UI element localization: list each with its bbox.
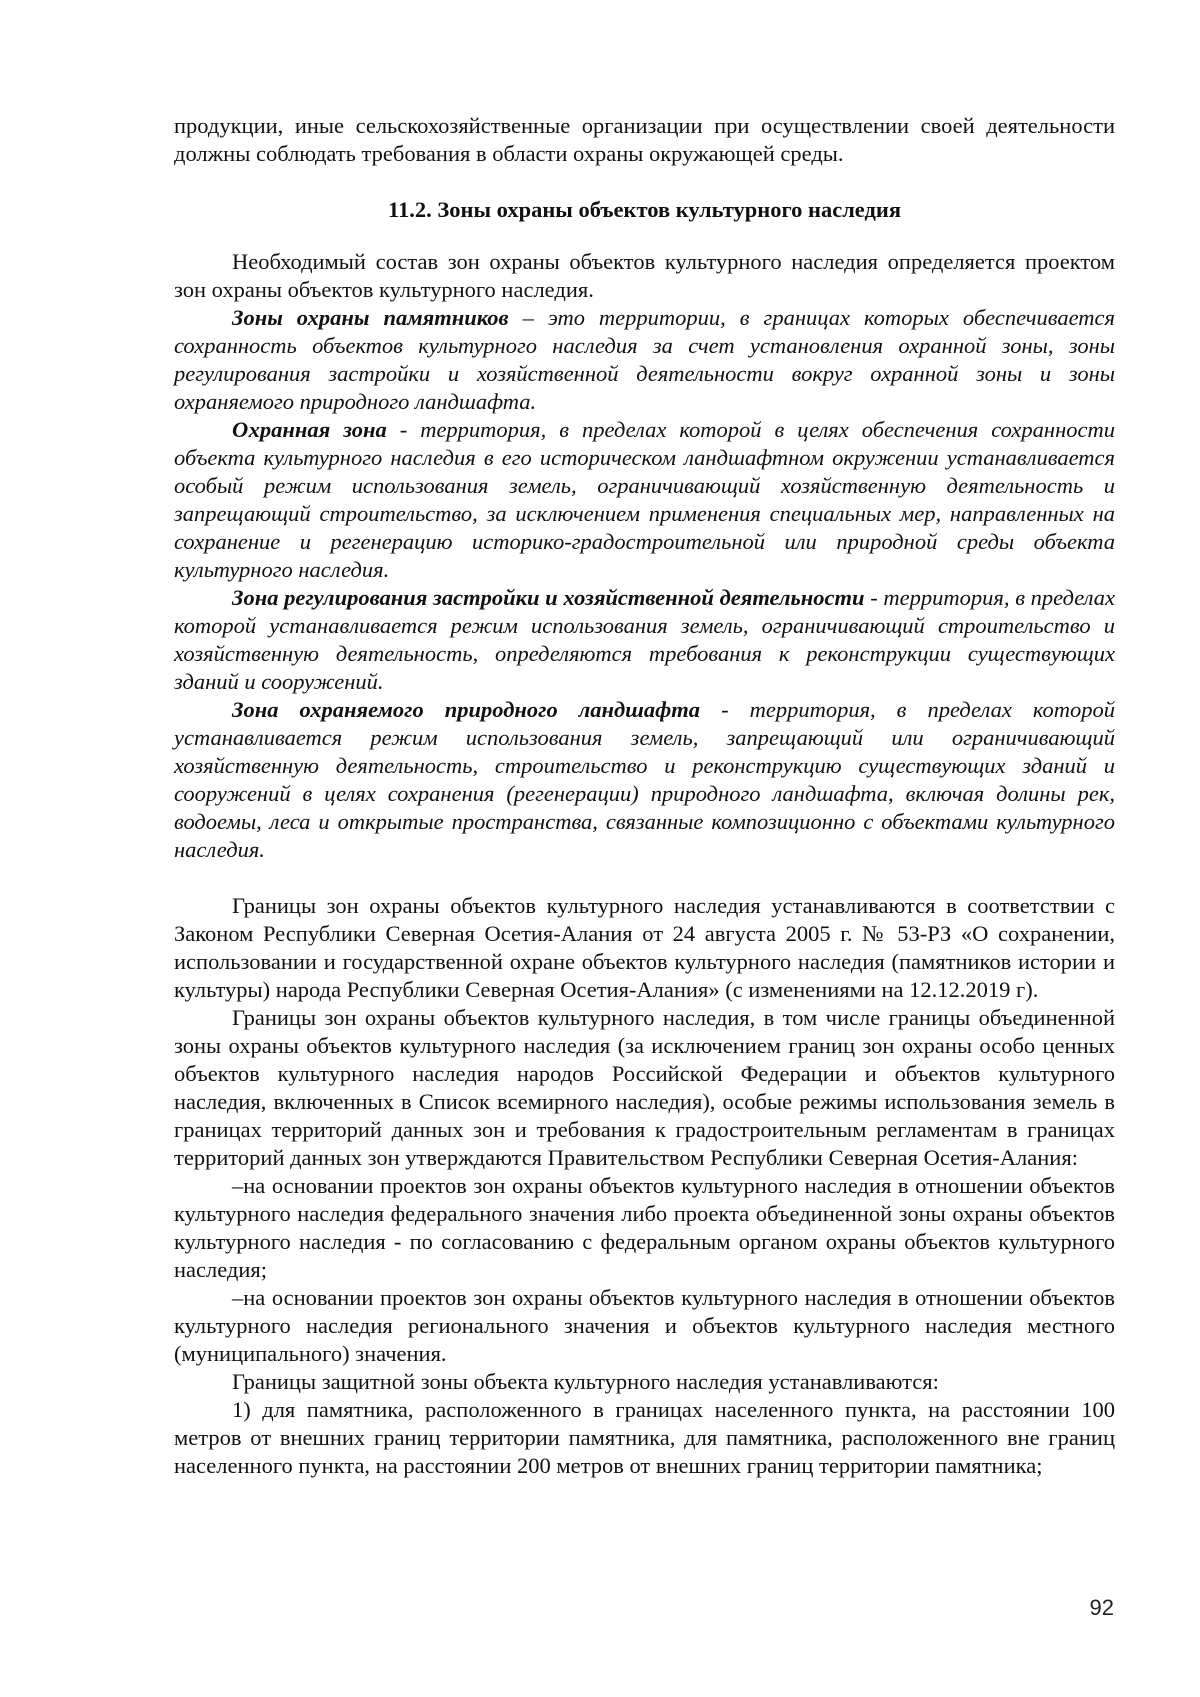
intro-paragraph: продукции, иные сельскохозяйственные организации при осуществлении своей деятельности должны соблюдать требования в области охраны окружающей среды. bbox=[174, 113, 1115, 166]
page-number: 92 bbox=[1089, 1595, 1114, 1620]
section-title: 11.2. Зоны охраны объектов культурного наследия bbox=[387, 197, 902, 222]
definition-monument-zones bbox=[174, 304, 1115, 416]
definition-text: - территория, в пределах которой устанавливается режим использования земель, ограничивающий строительство и хозяйственную деятельность, определяются требования к реконструкции существующих зданий и сооружений. bbox=[174, 585, 1115, 694]
paragraph-zone-composition: Необходимый состав зон охраны объектов культурного наследия определяется проектом зон охраны объектов культурного наследия. bbox=[174, 249, 1115, 302]
definition-term: Охранная зона bbox=[232, 417, 387, 442]
paragraph-legal-basis: Границы зон охраны объектов культурного наследия устанавливаются в соответствии с Законом Республики Северная Осетия-Алания от 24 августа 2005 г. № 53-РЗ «О сохранении, использовании и государственной охране объектов культурного наследия (памятников истории и культуры) народа Республики Северная Осетия-Алания» (с изменениями на 12.12.2019 г). bbox=[174, 893, 1115, 1002]
paragraph-boundary-approval: Границы зон охраны объектов культурного наследия, в том числе границы объединенной зоны охраны объектов культурного наследия (за исключением границ зон охраны особо ценных объектов культурного наследия народов Российской Федерации и объектов культурного наследия, включенных в Список всемирного наследия), особые режимы использования земель в границах территорий данных зон и требования к градостроительным регламентам в границах территорий данных зон утверждаются Правительством Республики Северная Осетия-Алания: bbox=[174, 1005, 1115, 1170]
definition-development-regulation-zone bbox=[174, 584, 1115, 696]
definition-text: – это территории, в границах которых обеспечивается сохранность объектов культурного наследия за счет установления охранной зоны, зоны регулирования застройки и хозяйственной деятельности вокруг охранной зоны и зоны охраняемого природного ландшафта. bbox=[174, 305, 1115, 414]
definition-text: - территория, в пределах которой в целях обеспечения сохранности объекта культурного наследия в его историческом ландшафтном окружении устанавливается особый режим использования земель, ограничивающий хозяйственную деятельность и запрещающий строительство, за исключением применения специальных мер, направленных на сохранение и регенерацию историко-градостроительной или природной среды объекта культурного наследия. bbox=[174, 417, 1115, 582]
document-page bbox=[174, 112, 1115, 1480]
list-item-federal: –на основании проектов зон охраны объектов культурного наследия в отношении объектов культурного наследия федерального значения либо проекта объединенной зоны охраны объектов культурного наследия - по согласованию с федеральным органом охраны объектов культурного наследия; bbox=[174, 1173, 1115, 1282]
definition-text: - территория, в пределах которой устанавливается режим использования земель, запрещающий или ограничивающий хозяйственную деятельность, строительство и реконструкцию существующих зданий и сооружений в целях сохранения (регенерации) природного ландшафта, включая долины рек, водоемы, леса и открытые пространства, связанные композиционно с объектами культурного наследия. bbox=[174, 697, 1115, 862]
definition-term: Зона охраняемого природного ландшафта bbox=[232, 697, 701, 722]
definition-landscape-zone bbox=[174, 696, 1115, 864]
paragraph-protective-zone: Границы защитной зоны объекта культурного наследия устанавливаются: bbox=[232, 1369, 939, 1394]
definition-term: Зоны охраны памятников bbox=[232, 305, 509, 330]
list-item-regional: –на основании проектов зон охраны объектов культурного наследия в отношении объектов культурного наследия регионального значения и объектов культурного наследия местного (муниципального) значения. bbox=[174, 1285, 1115, 1366]
definition-protection-zone bbox=[174, 416, 1115, 584]
list-item-distance: 1) для памятника, расположенного в границах населенного пункта, на расстоянии 100 метров от внешних границ территории памятника, для памятника, расположенного вне границ населенного пункта, на расстоянии 200 метров от внешних границ территории памятника; bbox=[174, 1397, 1115, 1478]
definition-term: Зона регулирования застройки и хозяйственной деятельности bbox=[232, 585, 865, 610]
